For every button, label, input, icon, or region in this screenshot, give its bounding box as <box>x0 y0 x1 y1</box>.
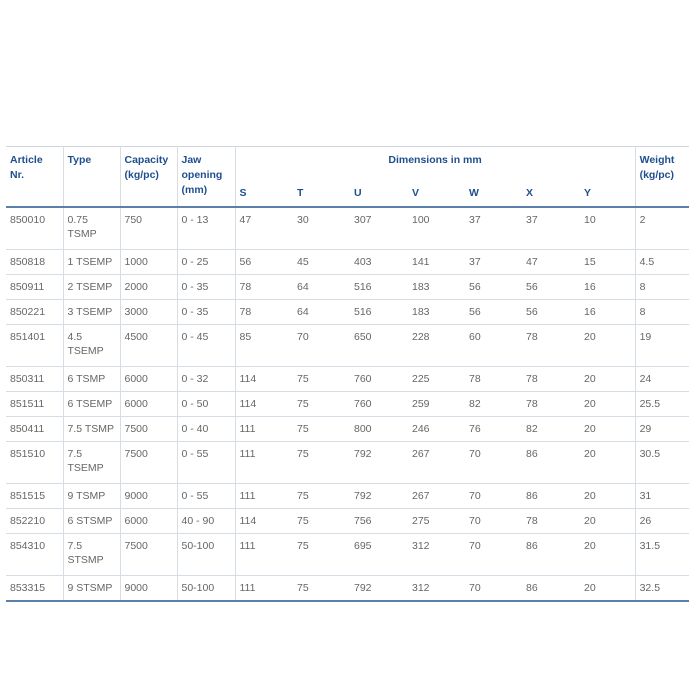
cell-weight: 29 <box>635 417 689 442</box>
header-dim-u: U <box>350 180 408 207</box>
cell-u: 792 <box>354 490 372 502</box>
cell-jaw: 0 - 32 <box>177 367 235 392</box>
table-row <box>6 484 689 509</box>
cell-article: 851511 <box>10 398 45 410</box>
cell-w: 70 <box>469 490 481 502</box>
cell-s: 111 <box>235 534 293 576</box>
cell-x: 82 <box>526 423 538 435</box>
cell-weight: 25.5 <box>635 392 689 417</box>
cell-jaw: 0 - 50 <box>177 392 235 417</box>
cell-u: 650 <box>354 331 372 343</box>
cell-article: 854310 <box>10 540 46 552</box>
cell-x: 86 <box>526 490 538 502</box>
cell-capacity: 6000 <box>120 392 177 417</box>
cell-capacity: 7500 <box>120 442 177 484</box>
cell-v: 267 <box>412 490 430 502</box>
table-row <box>6 367 689 392</box>
table-row <box>6 392 689 417</box>
cell-w: 56 <box>469 281 481 293</box>
cell-v: 183 <box>412 281 430 293</box>
cell-u: 792 <box>354 448 372 460</box>
cell-x: 78 <box>526 373 538 385</box>
cell-jaw: 50-100 <box>177 534 235 576</box>
cell-capacity: 7500 <box>120 417 177 442</box>
cell-article: 850311 <box>10 373 45 385</box>
cell-w: 70 <box>469 540 481 552</box>
cell-article: 850411 <box>10 423 45 435</box>
cell-s: 114 <box>235 509 293 534</box>
table-row <box>6 250 689 275</box>
cell-s: 111 <box>235 442 293 484</box>
cell-type: 9 STSMP <box>63 576 120 602</box>
cell-y: 16 <box>584 281 596 293</box>
cell-article: 851510 <box>10 448 46 460</box>
cell-u: 760 <box>354 398 372 410</box>
cell-y: 20 <box>584 448 596 460</box>
cell-u: 307 <box>354 214 372 226</box>
cell-v: 228 <box>412 331 430 343</box>
table-row <box>6 325 689 367</box>
cell-x: 86 <box>526 540 538 552</box>
cell-y: 20 <box>584 398 596 410</box>
cell-w: 60 <box>469 331 481 343</box>
table-row <box>6 576 689 602</box>
cell-weight: 26 <box>635 509 689 534</box>
cell-type: 6 TSEMP <box>63 392 120 417</box>
cell-y: 20 <box>584 423 596 435</box>
cell-v: 225 <box>412 373 430 385</box>
cell-y: 20 <box>584 490 596 502</box>
cell-u: 760 <box>354 373 372 385</box>
cell-t: 75 <box>297 423 309 435</box>
cell-capacity: 9000 <box>120 576 177 602</box>
cell-jaw: 0 - 40 <box>177 417 235 442</box>
table-row <box>6 534 689 576</box>
cell-jaw: 0 - 35 <box>177 300 235 325</box>
header-dim-w: W <box>465 180 522 207</box>
cell-s: 111 <box>235 484 293 509</box>
cell-s: 85 <box>235 325 293 367</box>
cell-v: 267 <box>412 448 430 460</box>
table-row <box>6 509 689 534</box>
header-dim-y: Y <box>580 180 635 207</box>
cell-jaw: 0 - 45 <box>177 325 235 367</box>
cell-type: 0.75 TSMP <box>63 207 120 250</box>
cell-x: 86 <box>526 582 538 594</box>
cell-jaw: 0 - 55 <box>177 442 235 484</box>
cell-w: 37 <box>469 214 481 226</box>
cell-v: 312 <box>412 540 430 552</box>
cell-w: 56 <box>469 306 481 318</box>
cell-x: 47 <box>526 256 538 268</box>
header-capacity: Capacity (kg/pc) <box>120 147 177 208</box>
cell-u: 756 <box>354 515 372 527</box>
cell-u: 695 <box>354 540 372 552</box>
cell-y: 20 <box>584 331 596 343</box>
cell-type: 1 TSEMP <box>63 250 120 275</box>
cell-capacity: 7500 <box>120 534 177 576</box>
cell-y: 16 <box>584 306 596 318</box>
table-row <box>6 207 689 250</box>
cell-type: 3 TSEMP <box>63 300 120 325</box>
cell-t: 75 <box>297 490 309 502</box>
cell-s: 78 <box>235 300 293 325</box>
cell-type: 4.5 TSEMP <box>63 325 120 367</box>
cell-weight: 4.5 <box>635 250 689 275</box>
cell-weight: 8 <box>635 300 689 325</box>
cell-w: 70 <box>469 448 481 460</box>
cell-type: 7.5 TSMP <box>63 417 120 442</box>
cell-jaw: 0 - 55 <box>177 484 235 509</box>
cell-u: 516 <box>354 281 372 293</box>
cell-article: 850221 <box>10 306 46 318</box>
cell-t: 64 <box>297 306 309 318</box>
table-row <box>6 417 689 442</box>
header-dim-v: V <box>408 180 465 207</box>
cell-v: 246 <box>412 423 430 435</box>
cell-s: 114 <box>235 367 293 392</box>
cell-jaw: 0 - 35 <box>177 275 235 300</box>
cell-capacity: 3000 <box>120 300 177 325</box>
header-dimensions: Dimensions in mm <box>235 147 635 181</box>
cell-w: 76 <box>469 423 481 435</box>
spec-table-container <box>6 146 689 602</box>
cell-type: 9 TSMP <box>63 484 120 509</box>
table-row <box>6 300 689 325</box>
cell-article: 851401 <box>10 331 46 343</box>
cell-weight: 31 <box>635 484 689 509</box>
cell-x: 56 <box>526 281 538 293</box>
cell-x: 86 <box>526 448 538 460</box>
cell-y: 20 <box>584 373 596 385</box>
cell-weight: 24 <box>635 367 689 392</box>
header-article: Article Nr. <box>6 147 63 208</box>
cell-s: 56 <box>235 250 293 275</box>
table-body <box>6 207 689 601</box>
cell-capacity: 1000 <box>120 250 177 275</box>
cell-article: 850010 <box>10 214 46 226</box>
cell-weight: 30.5 <box>635 442 689 484</box>
cell-u: 403 <box>354 256 372 268</box>
cell-u: 792 <box>354 582 372 594</box>
cell-t: 75 <box>297 582 309 594</box>
cell-weight: 19 <box>635 325 689 367</box>
header-dim-x: X <box>522 180 580 207</box>
cell-v: 183 <box>412 306 430 318</box>
cell-s: 111 <box>235 417 293 442</box>
cell-y: 20 <box>584 582 596 594</box>
cell-t: 75 <box>297 398 309 410</box>
cell-t: 70 <box>297 331 309 343</box>
cell-capacity: 2000 <box>120 275 177 300</box>
cell-s: 114 <box>235 392 293 417</box>
cell-capacity: 9000 <box>120 484 177 509</box>
cell-weight: 31.5 <box>635 534 689 576</box>
cell-t: 75 <box>297 448 309 460</box>
cell-weight: 8 <box>635 275 689 300</box>
cell-article: 853315 <box>10 582 46 594</box>
header-dim-t: T <box>293 180 350 207</box>
cell-y: 10 <box>584 214 596 226</box>
cell-t: 30 <box>297 214 309 226</box>
cell-w: 70 <box>469 515 481 527</box>
cell-capacity: 750 <box>120 207 177 250</box>
cell-type: 7.5 STSMP <box>63 534 120 576</box>
cell-v: 275 <box>412 515 430 527</box>
cell-type: 7.5 TSEMP <box>63 442 120 484</box>
cell-x: 78 <box>526 398 538 410</box>
cell-article: 850818 <box>10 256 46 268</box>
cell-type: 6 TSMP <box>63 367 120 392</box>
cell-t: 75 <box>297 540 309 552</box>
cell-s: 78 <box>235 275 293 300</box>
cell-article: 850911 <box>10 281 45 293</box>
cell-weight: 2 <box>635 207 689 250</box>
cell-capacity: 6000 <box>120 509 177 534</box>
cell-w: 82 <box>469 398 481 410</box>
cell-v: 100 <box>412 214 430 226</box>
cell-t: 75 <box>297 515 309 527</box>
cell-v: 312 <box>412 582 430 594</box>
header-dim-s: S <box>235 180 293 207</box>
cell-jaw: 0 - 13 <box>177 207 235 250</box>
cell-v: 259 <box>412 398 430 410</box>
cell-jaw: 50-100 <box>177 576 235 602</box>
cell-w: 37 <box>469 256 481 268</box>
cell-t: 64 <box>297 281 309 293</box>
cell-x: 56 <box>526 306 538 318</box>
cell-article: 851515 <box>10 490 46 502</box>
table-header <box>6 147 689 208</box>
cell-type: 2 TSEMP <box>63 275 120 300</box>
cell-w: 78 <box>469 373 481 385</box>
header-weight: Weight (kg/pc) <box>635 147 689 208</box>
cell-jaw: 40 - 90 <box>177 509 235 534</box>
cell-weight: 32.5 <box>635 576 689 602</box>
cell-s: 111 <box>235 576 293 602</box>
cell-y: 20 <box>584 515 596 527</box>
cell-type: 6 STSMP <box>63 509 120 534</box>
header-type: Type <box>63 147 120 208</box>
cell-u: 800 <box>354 423 372 435</box>
cell-jaw: 0 - 25 <box>177 250 235 275</box>
cell-x: 78 <box>526 331 538 343</box>
header-jaw-opening: Jaw opening (mm) <box>177 147 235 208</box>
cell-capacity: 4500 <box>120 325 177 367</box>
cell-v: 141 <box>412 256 430 268</box>
cell-y: 15 <box>584 256 596 268</box>
cell-x: 78 <box>526 515 538 527</box>
cell-y: 20 <box>584 540 596 552</box>
table-row <box>6 442 689 484</box>
table-row <box>6 275 689 300</box>
cell-x: 37 <box>526 214 538 226</box>
cell-t: 75 <box>297 373 309 385</box>
spec-table <box>6 146 689 602</box>
cell-article: 852210 <box>10 515 46 527</box>
cell-u: 516 <box>354 306 372 318</box>
cell-s: 47 <box>235 207 293 250</box>
cell-t: 45 <box>297 256 309 268</box>
cell-capacity: 6000 <box>120 367 177 392</box>
cell-w: 70 <box>469 582 481 594</box>
